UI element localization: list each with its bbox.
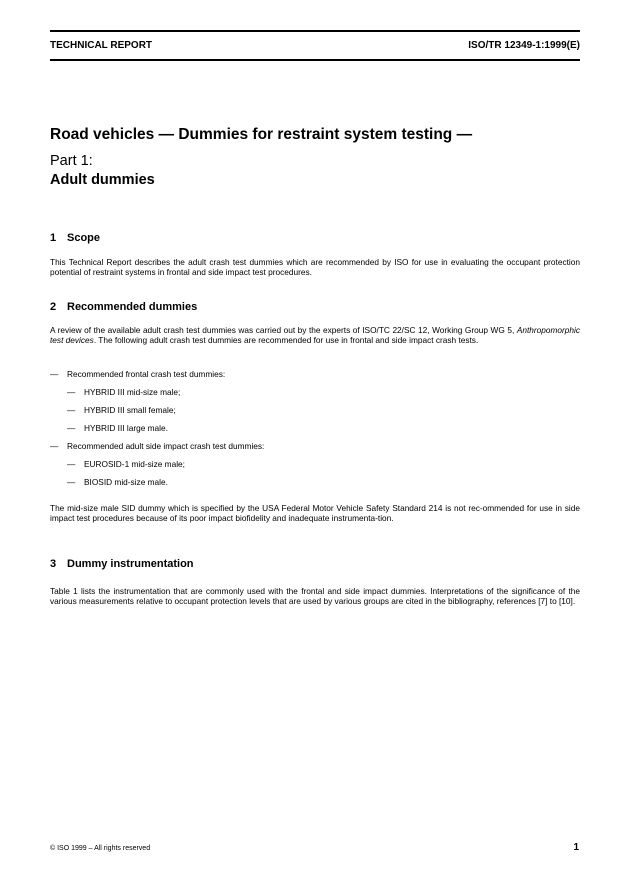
section-title: Dummy instrumentation <box>67 558 194 570</box>
header-bottom-rule <box>50 59 580 61</box>
section-number: 1 <box>50 232 57 244</box>
list-dash: — <box>67 423 76 433</box>
list-dash: — <box>67 387 76 397</box>
page-number: 1 <box>573 842 579 853</box>
list-subitem-text: HYBRID III small female; <box>84 405 176 415</box>
list-subitem <box>67 459 185 469</box>
document-part: Part 1: <box>50 153 93 169</box>
section-3-paragraph: Table 1 lists the instrumentation that are commonly used with the frontal and side impact dummies. Interpretations of the significance of the various measurements relative to occupant protection levels that are used by various groups are cited in the bibliography, references [7] to [10]. <box>50 586 580 607</box>
list-item-side <box>50 441 264 451</box>
section-2-heading <box>50 300 197 314</box>
list-label: Recommended frontal crash test dummies: <box>67 369 226 379</box>
footer-copyright: © ISO 1999 – All rights reserved <box>50 845 151 852</box>
list-dash: — <box>50 369 59 379</box>
document-subtitle: Adult dummies <box>50 172 155 188</box>
paragraph-text: . The following adult crash test dummies are recommended for use in frontal and side impact crash tests. <box>93 335 479 346</box>
list-subitem-text: HYBRID III mid-size male; <box>84 387 181 397</box>
section-title: Recommended dummies <box>67 301 198 313</box>
paragraph-text: A review of the available adult crash test dummies was carried out by the experts of ISO/TC 22/SC 12, Working Group WG 5, <box>50 325 517 335</box>
list-subitem <box>67 423 168 433</box>
section-number: 3 <box>50 558 57 570</box>
section-2-paragraph-2: The mid-size male SID dummy which is specified by the USA Federal Motor Vehicle Safety Standard 214 is not rec-ommended for use in side impact test procedures because of its poor impact biofidelity and inadequate instrumenta-tion. <box>50 503 580 524</box>
header-doc-number: ISO/TR 12349-1:1999(E) <box>468 40 580 51</box>
list-subitem <box>67 477 168 487</box>
list-dash: — <box>67 405 76 415</box>
list-dash: — <box>67 477 76 487</box>
header-doc-type: TECHNICAL REPORT <box>50 40 153 51</box>
list-label: Recommended adult side impact crash test dummies: <box>67 441 265 451</box>
section-2-paragraph <box>50 325 580 346</box>
list-subitem-text: HYBRID III large male. <box>84 423 168 433</box>
paragraph-italic-text: Anthropomorphic test devices <box>50 325 580 346</box>
document-title: Road vehicles — Dummies for restraint system testing — <box>50 126 473 143</box>
list-dash: — <box>67 459 76 469</box>
section-number: 2 <box>50 301 57 313</box>
section-3-heading <box>50 557 194 571</box>
list-subitem-text: EUROSID-1 mid-size male; <box>84 459 185 469</box>
section-1-paragraph: This Technical Report describes the adult crash test dummies which are recommended by ISO for use in evaluating the occupant protection potential of restraint systems in frontal and side impact test procedures. <box>50 257 580 278</box>
list-item-frontal <box>50 369 225 379</box>
list-subitem <box>67 387 180 397</box>
list-subitem-text: BIOSID mid-size male. <box>84 477 168 487</box>
header-top-rule <box>50 30 580 32</box>
section-1-heading <box>50 231 100 245</box>
list-dash: — <box>50 441 59 451</box>
section-title: Scope <box>67 232 101 244</box>
list-subitem <box>67 405 176 415</box>
